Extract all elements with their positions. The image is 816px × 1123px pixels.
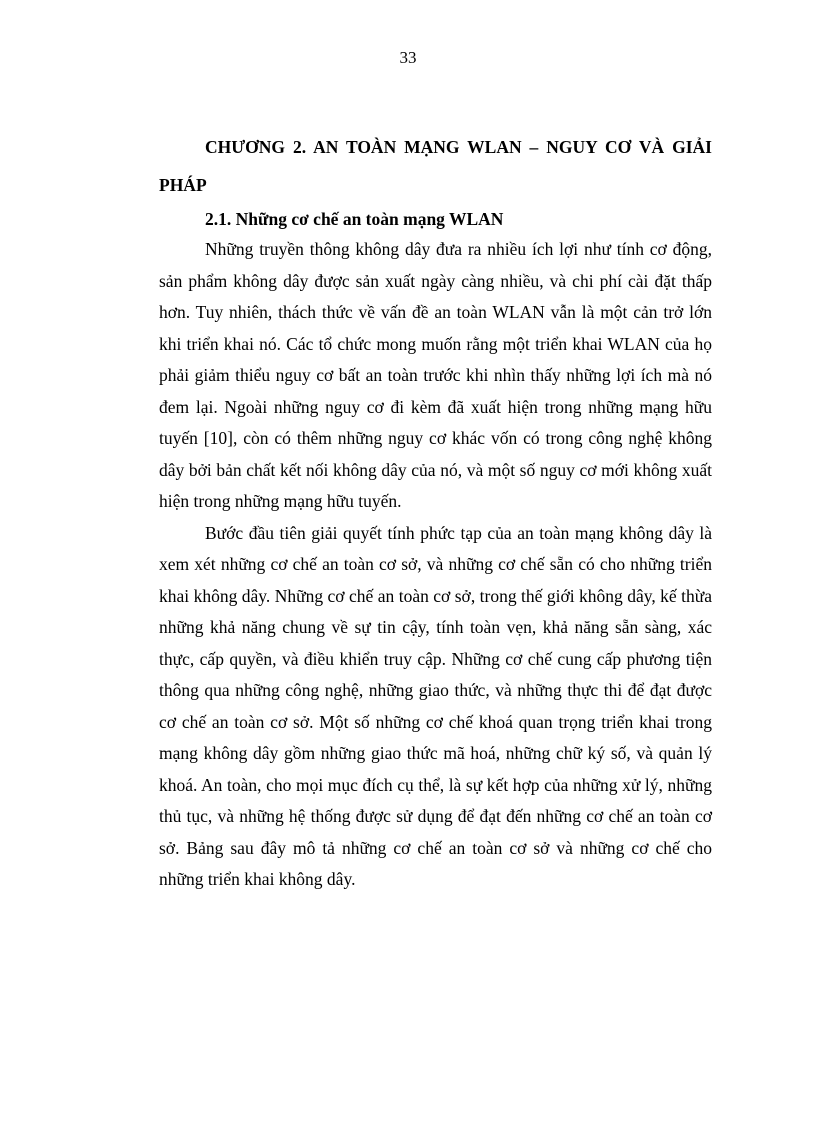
section-title: 2.1. Những cơ chế an toàn mạng WLAN xyxy=(205,209,504,229)
chapter-title: CHƯƠNG 2. AN TOÀN MẠNG WLAN – NGUY CƠ VÀ GIẢI PHÁP xyxy=(159,137,712,195)
paragraph-1: Những truyền thông không dây đưa ra nhiều ích lợi như tính cơ động, sản phẩm không dây được sản xuất ngày càng nhiều, và chi phí cài đặt thấp hơn. Tuy nhiên, thách thức về vấn đề an toàn WLAN vẫn là một cản trở lớn khi triển khai nó. Các tổ chức mong muốn rằng một triển khai WLAN của họ phải giảm thiểu nguy cơ bất an toàn trước khi nhìn thấy những lợi ích mà nó đem lại. Ngoài những nguy cơ đi kèm đã xuất hiện trong những mạng hữu tuyến [10], còn có thêm những nguy cơ khác vốn có trong công nghệ không dây bởi bản chất kết nối không dây của nó, và một số nguy cơ mới không xuất hiện trong những mạng hữu tuyến. xyxy=(159,239,712,511)
document-body xyxy=(159,128,712,896)
paragraph-2: Bước đầu tiên giải quyết tính phức tạp của an toàn mạng không dây là xem xét những cơ chế an toàn cơ sở, và những cơ chế sẵn có cho những triển khai không dây. Những cơ chế an toàn cơ sở, trong thế giới không dây, kế thừa những khả năng chung về sự tin cậy, tính toàn vẹn, khả năng sẵn sàng, xác thực, cấp quyền, và điều khiển truy cập. Những cơ chế cung cấp phương tiện thông qua những công nghệ, những giao thức, và những thực thi để đạt được cơ chế an toàn cơ sở. Một số những cơ chế khoá quan trọng triển khai trong mạng không dây gồm những giao thức mã hoá, những chữ ký số, và quản lý khoá. An toàn, cho mọi mục đích cụ thể, là sự kết hợp của những xử lý, những thủ tục, và những hệ thống được sử dụng để đạt đến những cơ chế an toàn cơ sở. Bảng sau đây mô tả những cơ chế an toàn cơ sở và những cơ chế cho những triển khai không dây. xyxy=(159,522,712,889)
page-number: 33 xyxy=(399,48,417,67)
